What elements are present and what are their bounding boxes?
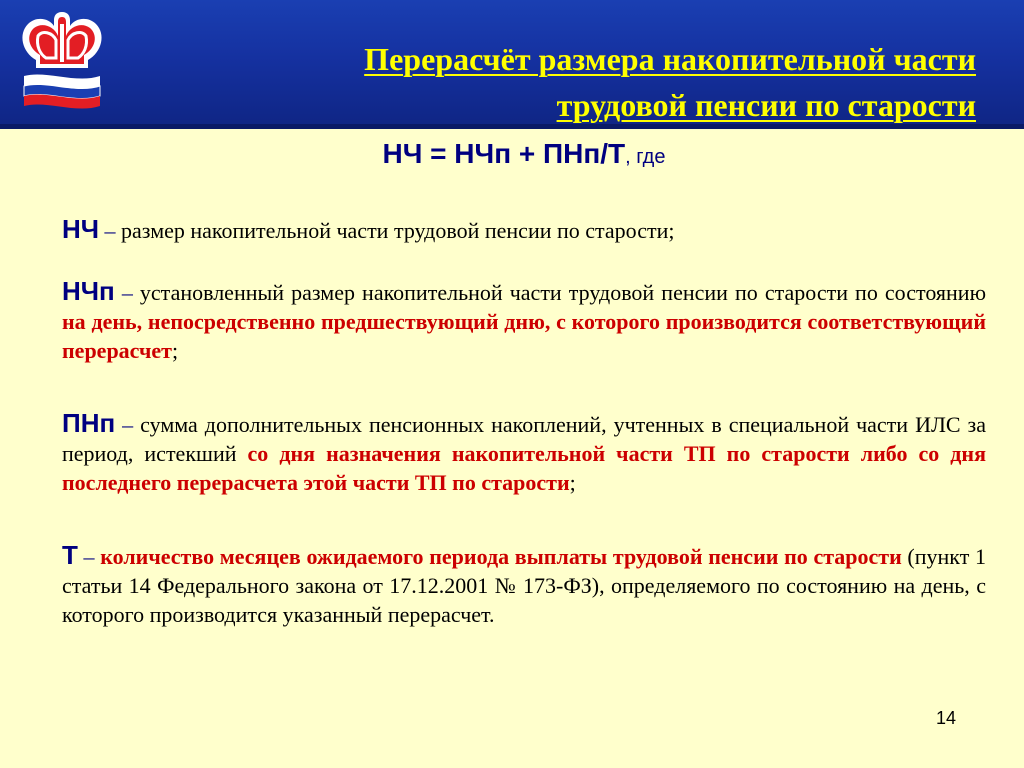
definition-pnp (62, 409, 986, 497)
definition-t (62, 541, 986, 629)
definition-term: Т (62, 540, 78, 570)
title-line-2: трудовой пенсии по старости (556, 87, 976, 123)
definition-dash: – (115, 412, 141, 437)
formula (62, 134, 986, 177)
definition-dash: – (77, 544, 101, 569)
definition-tail: ; (569, 470, 576, 495)
definition-text: установленный размер накопительной части трудовой пенсии по старости по состоянию (139, 280, 986, 305)
title-line-1: Перерасчёт размера накопительной части (364, 41, 976, 77)
definition-highlight: со дня назначения накопительной части ТП по старости либо со дня последнего перерасчета этой части ТП по старости (62, 441, 986, 495)
definition-text: (пункт 1 статьи 14 Федерального закона от 17.12.2001 № 173-ФЗ), определяемого по состоянию на день, с которого производится указанный перерасчет. (62, 544, 986, 627)
definition-highlight: количество месяцев ожидаемого периода выплаты трудовой пенсии по старости (100, 544, 902, 569)
slide-title (156, 36, 976, 128)
definition-term: НЧ (62, 214, 100, 244)
header-banner (0, 0, 1024, 128)
definition-text: размер накопительной части трудовой пенсии по старости; (121, 218, 675, 243)
definition-text: сумма дополнительных пенсионных накоплений, учтенных в специальной части ИЛС за период, истекший (62, 412, 987, 466)
page-number: 14 (935, 708, 956, 728)
definition-tail: ; (171, 338, 179, 363)
definition-nch (62, 215, 986, 245)
definition-term: ПНп (62, 408, 116, 438)
formula-suffix: , где (625, 146, 666, 168)
definition-highlight: на день, непосредственно предшествующий дню, с которого производится соответствующий перерасчет (62, 309, 986, 363)
definition-term: НЧп (62, 276, 115, 306)
definition-nchp (62, 277, 986, 365)
definition-dash: – (99, 218, 122, 243)
slide-body (62, 134, 986, 629)
pension-fund-logo-icon (16, 6, 108, 116)
formula-text: НЧ = НЧп + ПНп/Т (382, 138, 626, 169)
definition-dash: – (114, 280, 140, 305)
